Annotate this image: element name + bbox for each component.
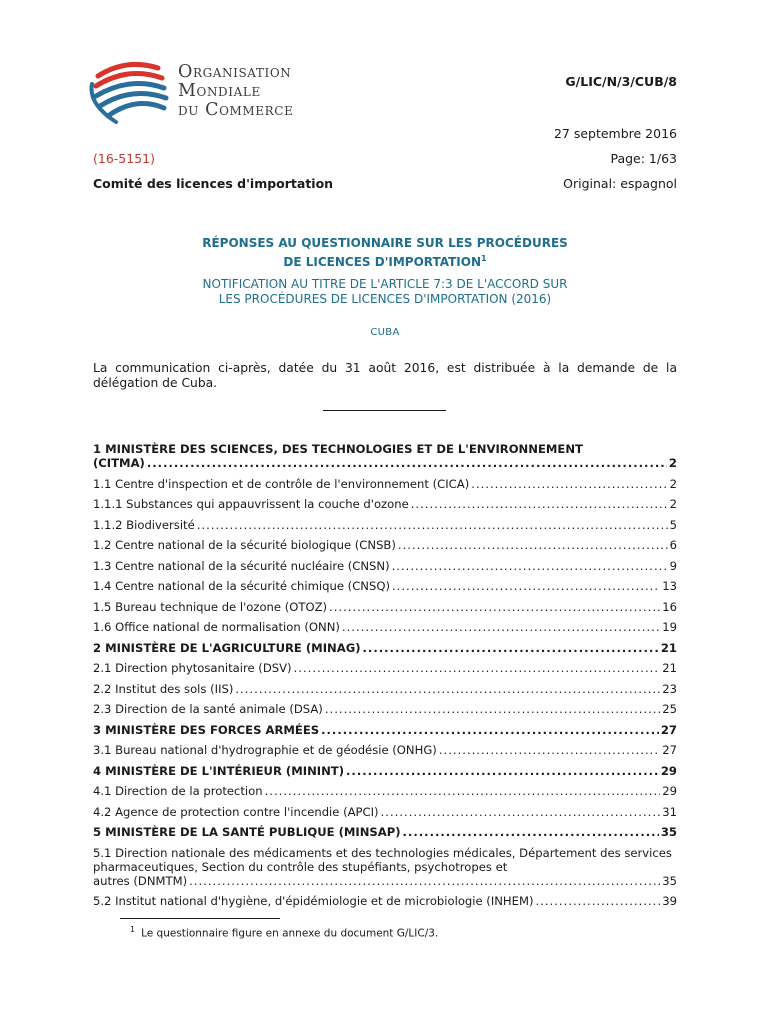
toc-entry[interactable] <box>93 477 677 491</box>
toc-page-number: 27 <box>660 722 677 737</box>
document-date: 27 septembre 2016 <box>553 126 677 141</box>
toc-page-number: 39 <box>662 894 677 908</box>
toc-entry-label: 4.1 Direction de la protection <box>93 784 263 798</box>
toc-entry[interactable] <box>93 894 677 908</box>
toc-dot-leader <box>471 477 667 491</box>
toc-page-number: 6 <box>669 538 677 552</box>
toc-entry-label: 2.2 Institut des sols (IIS) <box>93 681 234 696</box>
toc-page-number: 16 <box>662 599 677 614</box>
toc-dot-leader <box>403 825 659 839</box>
toc-page-number: 25 <box>662 702 677 716</box>
toc-dot-leader <box>398 538 668 552</box>
toc-entry[interactable] <box>93 723 677 737</box>
toc-page-number: 2 <box>668 456 677 470</box>
toc-page-number: 31 <box>662 804 677 819</box>
toc-entry-label: 1.2 Centre national de la sécurité biologique (CNSB) <box>93 538 396 552</box>
toc-entry-lead: 1 MINISTÈRE DES SCIENCES, DES TECHNOLOGIES ET DE L'ENVIRONNEMENT <box>93 442 583 456</box>
toc-page-number: 21 <box>662 661 677 675</box>
document-symbol: G/LIC/N/3/CUB/8 <box>565 74 677 89</box>
toc-entry-label: 2.3 Direction de la santé animale (DSA) <box>93 702 323 716</box>
toc-page-number: 2 <box>669 476 677 491</box>
toc-entry[interactable] <box>93 784 677 798</box>
toc-dot-leader <box>329 600 660 614</box>
toc-page-number: 35 <box>660 825 677 839</box>
document-subtitle: NOTIFICATION AU TITRE DE L'ARTICLE 7:3 DE L'ACCORD SUR LES PROCÉDURES DE LICENCES D'IMPORTATION (2016) <box>202 277 568 306</box>
toc-dot-leader <box>411 497 668 511</box>
toc-entry[interactable] <box>93 559 677 573</box>
footnote-rule <box>120 918 280 919</box>
toc-page-number: 23 <box>662 681 677 696</box>
toc-entry-label: autres (DNMTM) <box>93 873 188 888</box>
toc-entry[interactable] <box>93 682 677 696</box>
toc-entry[interactable] <box>93 579 677 593</box>
toc-page-number: 29 <box>662 784 677 798</box>
toc-page-number: 29 <box>660 763 677 778</box>
toc-entry-label: 1.6 Office national de normalisation (ONN) <box>93 620 340 634</box>
toc-entry-label: 4 MINISTÈRE DE L'INTÉRIEUR (MININT) <box>93 763 345 778</box>
document-reference: (16-5151) <box>93 151 155 166</box>
toc-entry-label: 1.1.2 Biodiversité <box>93 517 195 532</box>
toc-entry-label: 1.1.1 Substances qui appauvrissent la couche d'ozone <box>93 497 409 511</box>
country-name: CUBA <box>370 327 400 338</box>
toc-entry[interactable] <box>93 846 677 888</box>
toc-entry[interactable] <box>93 620 677 634</box>
toc-entry[interactable] <box>93 764 677 778</box>
footnote-marker: 1 <box>480 254 487 263</box>
table-of-contents <box>93 442 677 915</box>
toc-dot-leader <box>235 682 660 696</box>
footnote: $^1$ Le questionnaire figure en annexe du document G/LIC/3. <box>130 925 439 940</box>
toc-entry[interactable] <box>93 702 677 716</box>
toc-dot-leader <box>392 559 668 573</box>
page-number: Page: 1/63 <box>610 151 677 166</box>
toc-dot-leader <box>197 518 668 532</box>
toc-entry[interactable] <box>93 641 677 655</box>
toc-entry-label: 5.2 Institut national d'hygiène, d'épidémiologie et de microbiologie (INHEM) <box>93 894 534 908</box>
toc-entry-label: (CITMA) <box>93 456 145 470</box>
wto-logo <box>86 54 336 134</box>
toc-entry[interactable] <box>93 600 677 614</box>
toc-entry-label: 2.1 Direction phytosanitaire (DSV) <box>93 661 292 675</box>
toc-entry-label: 3.1 Bureau national d'hydrographie et de géodésie (ONHG) <box>93 743 437 757</box>
toc-dot-leader <box>189 874 660 888</box>
toc-page-number: 9 <box>669 558 677 573</box>
toc-dot-leader <box>294 661 661 675</box>
toc-entry-label: 1.3 Centre national de la sécurité nucléaire (CNSN) <box>93 558 390 573</box>
toc-dot-leader <box>342 620 660 634</box>
wto-emblem-icon <box>86 54 176 134</box>
toc-entry-label: 3 MINISTÈRE DES FORCES ARMÉES <box>93 722 320 737</box>
toc-dot-leader <box>392 579 660 593</box>
toc-entry[interactable] <box>93 497 677 511</box>
toc-entry[interactable] <box>93 743 677 757</box>
toc-dot-leader <box>346 764 659 778</box>
toc-dot-leader <box>381 805 661 819</box>
toc-page-number: 19 <box>662 620 677 634</box>
organization-name: Organisation Mondiale du Commerce <box>178 62 294 120</box>
toc-entry[interactable] <box>93 825 677 839</box>
toc-page-number: 5 <box>669 517 677 532</box>
toc-entry-label: 1.5 Bureau technique de l'ozone (OTOZ) <box>93 599 328 614</box>
toc-entry-lead: 5.1 Direction nationale des médicaments et des technologies médicales, Département des services pharmaceutiques, Section du contrôle des stupéfiants, psychotropes et <box>93 845 672 874</box>
toc-dot-leader <box>147 456 667 470</box>
original-language: Original: espagnol <box>563 176 677 191</box>
toc-page-number: 13 <box>662 579 677 593</box>
toc-dot-leader <box>325 702 660 716</box>
toc-entry-label: 1.4 Centre national de la sécurité chimique (CNSQ) <box>93 579 390 593</box>
toc-dot-leader <box>321 723 659 737</box>
toc-page-number: 2 <box>669 497 677 511</box>
toc-entry-label: 2 MINISTÈRE DE L'AGRICULTURE (MINAG) <box>93 640 361 655</box>
toc-entry[interactable] <box>93 661 677 675</box>
toc-entry[interactable] <box>93 805 677 819</box>
document-title: RÉPONSES AU QUESTIONNAIRE SUR LES PROCÉDURES DE LICENCES D'IMPORTATION$^1$ <box>202 236 568 269</box>
toc-entry-label: 5 MINISTÈRE DE LA SANTÉ PUBLIQUE (MINSAP) <box>93 825 401 839</box>
toc-dot-leader <box>265 784 661 798</box>
toc-entry[interactable] <box>93 538 677 552</box>
intro-paragraph: La communication ci-après, datée du 31 août 2016, est distribuée à la demande de la délégation de Cuba. <box>93 361 677 390</box>
toc-entry-label: 4.2 Agence de protection contre l'incendie (APCI) <box>93 804 379 819</box>
toc-dot-leader <box>363 641 659 655</box>
toc-page-number: 21 <box>660 640 677 655</box>
committee-name: Comité des licences d'importation <box>93 176 334 191</box>
toc-page-number: 35 <box>662 873 677 888</box>
toc-dot-leader <box>439 743 660 757</box>
separator-rule <box>323 410 446 411</box>
toc-entry[interactable] <box>93 518 677 532</box>
toc-entry-label: 1.1 Centre d'inspection et de contrôle de l'environnement (CICA) <box>93 476 470 491</box>
toc-entry[interactable] <box>93 442 677 470</box>
toc-dot-leader <box>536 894 661 908</box>
toc-page-number: 27 <box>662 743 677 757</box>
